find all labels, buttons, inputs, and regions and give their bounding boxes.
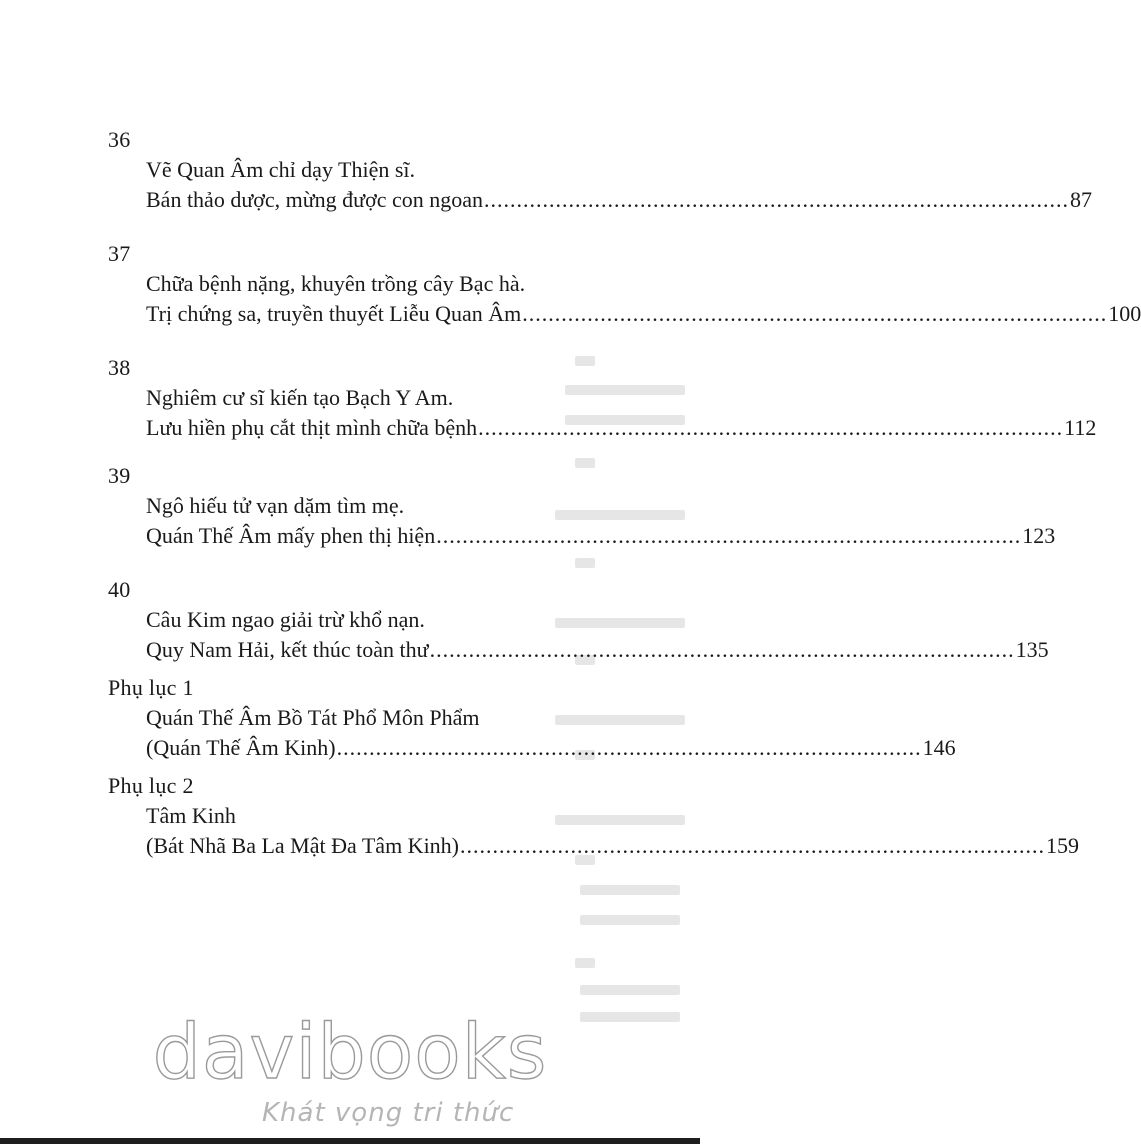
chapter-title-line1: Câu Kim ngao giải trừ khổ nạn.	[146, 607, 425, 632]
dot-leader: ..........................................................................................	[436, 523, 1022, 548]
appendix-title-line2: (Bát Nhã Ba La Mật Đa Tâm Kinh)	[146, 833, 460, 858]
toc-line-title	[146, 155, 608, 185]
toc-line-title	[146, 801, 608, 831]
dot-leader: ..........................................................................................	[429, 637, 1015, 662]
toc-entry-appendix-2	[108, 771, 1080, 861]
appendix-label: Phụ lục 1	[108, 675, 194, 700]
chapter-title-line2: Quy Nam Hải, kết thúc toàn thư	[146, 637, 429, 662]
toc-entry-37	[108, 239, 1141, 329]
page-bottom-edge	[0, 1138, 700, 1144]
toc-entry-39	[108, 461, 1056, 551]
chapter-title-line1: Nghiêm cư sĩ kiến tạo Bạch Y Am.	[146, 385, 454, 410]
dot-leader: ..........................................................................................	[478, 415, 1064, 440]
page-number: 146	[922, 735, 956, 760]
toc-line-title	[146, 605, 608, 635]
page-number: 112	[1064, 415, 1097, 440]
toc-line-subtitle	[146, 185, 1093, 215]
watermark-logo: davibooks	[152, 1007, 548, 1096]
toc-line-title	[146, 269, 608, 299]
toc-line-title	[146, 703, 608, 733]
page-number: 100	[1108, 301, 1141, 326]
toc-line-subtitle	[146, 413, 1097, 443]
page-number: 159	[1046, 833, 1080, 858]
chapter-number: 37	[108, 241, 131, 266]
table-of-contents	[108, 125, 1141, 861]
toc-line-title	[146, 383, 608, 413]
toc-line-subtitle	[146, 733, 956, 763]
chapter-title-line2: Bán thảo dược, mừng được con ngoan	[146, 187, 484, 212]
appendix-title-line1: Tâm Kinh	[146, 803, 236, 828]
page-number: 135	[1015, 637, 1049, 662]
toc-line-subtitle	[146, 299, 1141, 329]
chapter-title-line2: Trị chứng sa, truyền thuyết Liễu Quan Âm	[146, 301, 522, 326]
toc-entry-36	[108, 125, 1093, 215]
toc-line-subtitle	[146, 521, 1056, 551]
page-number: 87	[1070, 187, 1093, 212]
dot-leader: ..........................................................................................	[484, 187, 1070, 212]
chapter-title-line1: Vẽ Quan Âm chỉ dạy Thiện sĩ.	[146, 157, 416, 182]
toc-entry-40	[108, 575, 1049, 665]
chapter-number: 36	[108, 127, 131, 152]
page-number: 123	[1022, 523, 1056, 548]
dot-leader: ..........................................................................................	[336, 735, 922, 760]
appendix-title-line2: (Quán Thế Âm Kinh)	[146, 735, 336, 760]
chapter-number: 38	[108, 355, 131, 380]
chapter-title-line1: Chữa bệnh nặng, khuyên trồng cây Bạc hà.	[146, 271, 526, 296]
dot-leader: ..........................................................................................	[460, 833, 1046, 858]
chapter-title-line2: Quán Thế Âm mấy phen thị hiện	[146, 523, 436, 548]
chapter-number: 40	[108, 577, 131, 602]
appendix-title-line1: Quán Thế Âm Bồ Tát Phổ Môn Phẩm	[146, 705, 480, 730]
chapter-title-line2: Lưu hiền phụ cắt thịt mình chữa bệnh	[146, 415, 478, 440]
dot-leader: ..........................................................................................	[522, 301, 1108, 326]
toc-entry-38	[108, 353, 1097, 443]
toc-entry-appendix-1	[108, 673, 956, 763]
appendix-label: Phụ lục 2	[108, 773, 194, 798]
watermark-tagline: Khát vọng tri thức	[262, 1098, 515, 1128]
chapter-title-line1: Ngô hiếu tử vạn dặm tìm mẹ.	[146, 493, 405, 518]
chapter-number: 39	[108, 463, 131, 488]
toc-line-subtitle	[146, 635, 1049, 665]
toc-line-subtitle	[146, 831, 1080, 861]
toc-line-title	[146, 491, 608, 521]
